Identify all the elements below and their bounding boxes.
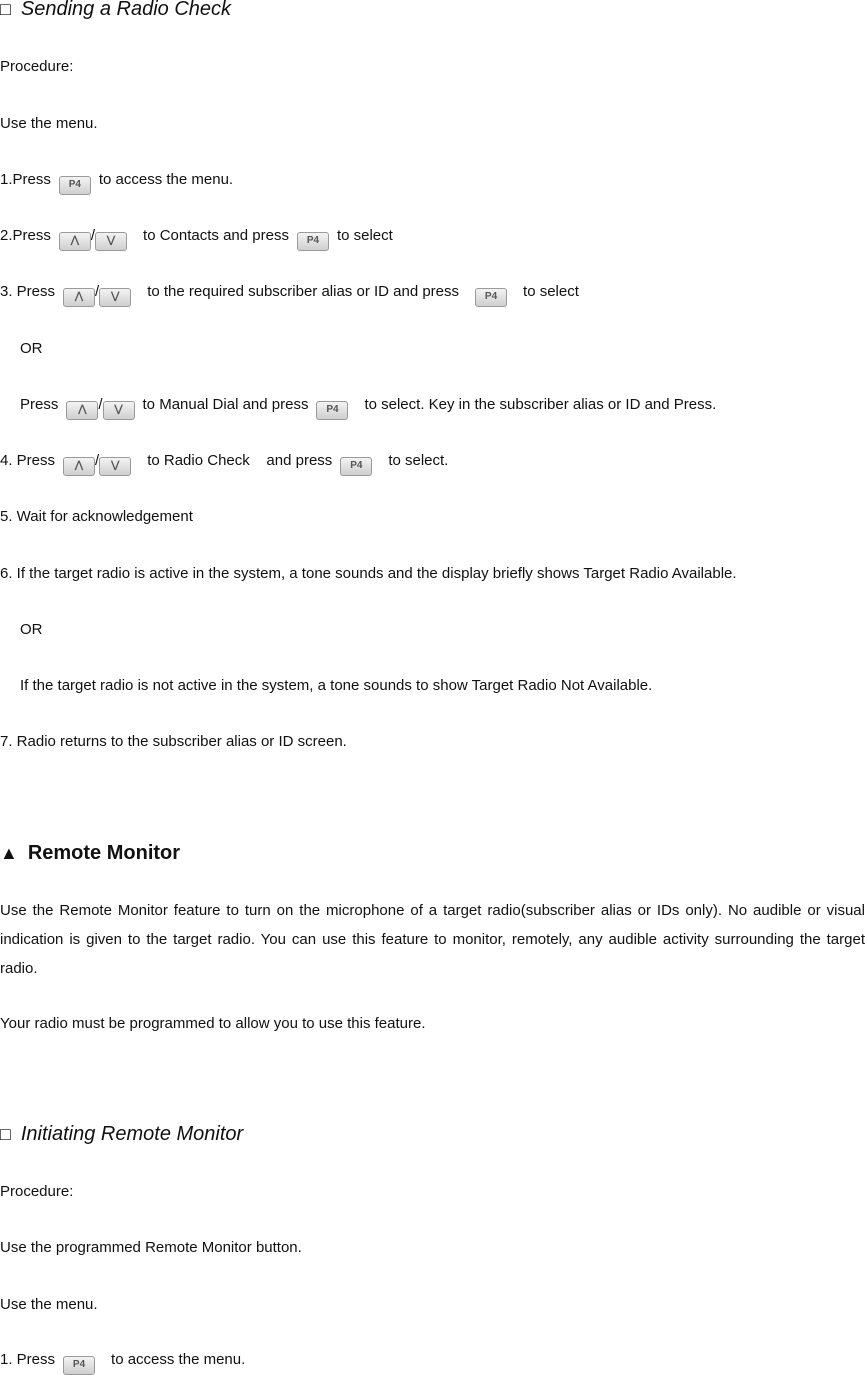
step-1 (0, 171, 233, 195)
step-4 (0, 452, 448, 476)
or-text: OR (20, 340, 43, 357)
procedure-label: Procedure: (0, 58, 74, 75)
section-heading-remote-monitor (0, 841, 180, 865)
step-text: to the required subscriber alias or ID and press (147, 283, 460, 300)
heading-text: Remote Monitor (27, 842, 181, 864)
step-text: 3. Press (0, 283, 56, 300)
p4-key-icon: P4 (475, 288, 507, 307)
p4-key-icon: P4 (316, 401, 348, 420)
slash: / (95, 283, 100, 300)
programmed-note: Your radio must be programmed to allow you to use this feature. (0, 1015, 426, 1032)
remote-monitor-description: Use the Remote Monitor feature to turn on the microphone of a target radio(subscriber alias or IDs only). No audible or visual indication is given to the target radio. You can use this feature to monitor, remotely, any audible activity surrounding the target radio. (0, 902, 865, 977)
slash: / (90, 227, 96, 244)
use-menu-text: Use the menu. (0, 1296, 98, 1313)
use-button-text: Use the programmed Remote Monitor button. (0, 1239, 302, 1256)
p4-key-icon: P4 (63, 1356, 95, 1375)
step-text: to access the menu. (111, 1351, 246, 1368)
section-heading-initiating (0, 1122, 243, 1146)
use-menu-text: Use the menu. (0, 115, 98, 132)
down-arrow-key-icon: ⋁ (103, 401, 135, 420)
step-text: 2.Press (0, 227, 51, 244)
p4-key-icon: P4 (297, 232, 329, 251)
step-3 (0, 283, 579, 307)
p4-key-icon: P4 (59, 176, 91, 195)
or-text: OR (20, 621, 43, 638)
down-arrow-key-icon: ⋁ (99, 288, 131, 307)
step-text: to select. (388, 452, 449, 469)
down-arrow-key-icon: ⋁ (99, 457, 131, 476)
checkbox-marker-icon: □ (0, 0, 11, 19)
step-text: 1. Press (0, 1351, 56, 1368)
section-heading-radio-check (0, 0, 231, 21)
step-3-alt (20, 396, 716, 420)
triangle-marker-icon: ▲ (0, 843, 18, 863)
heading-text: Sending a Radio Check (20, 0, 232, 20)
step-7: 7. Radio returns to the subscriber alias or ID screen. (0, 733, 347, 750)
slash: / (95, 452, 100, 469)
step-5: 5. Wait for acknowledgement (0, 508, 193, 525)
p4-key-icon: P4 (340, 457, 372, 476)
up-arrow-key-icon: ⋀ (59, 232, 91, 251)
heading-text: Initiating Remote Monitor (20, 1123, 244, 1145)
step-text: Press (20, 396, 59, 413)
step-2 (0, 227, 393, 251)
step-text: to select. Key in the subscriber alias or ID and Press. (364, 396, 717, 413)
step-text: to Radio Check and press (147, 452, 333, 469)
slash: / (98, 396, 103, 413)
procedure-label: Procedure: (0, 1183, 74, 1200)
checkbox-marker-icon: □ (0, 1124, 11, 1144)
up-arrow-key-icon: ⋀ (66, 401, 98, 420)
up-arrow-key-icon: ⋀ (63, 288, 95, 307)
up-arrow-key-icon: ⋀ (63, 457, 95, 476)
step-text: to select (336, 227, 393, 244)
step-text: to Contacts and press (143, 227, 289, 244)
step-6: 6. If the target radio is active in the system, a tone sounds and the display briefly shows Target Radio Available. (0, 565, 737, 582)
step-text: to Manual Dial and press (142, 396, 309, 413)
down-arrow-key-icon: ⋁ (95, 232, 127, 251)
step-text: 4. Press (0, 452, 56, 469)
initiating-step-1 (0, 1351, 245, 1375)
step-6-alt: If the target radio is not active in the system, a tone sounds to show Target Radio Not Available. (20, 677, 653, 694)
step-text: to select (523, 283, 579, 300)
step-text: 1.Press (0, 171, 51, 188)
step-text: to access the menu. (98, 171, 234, 188)
